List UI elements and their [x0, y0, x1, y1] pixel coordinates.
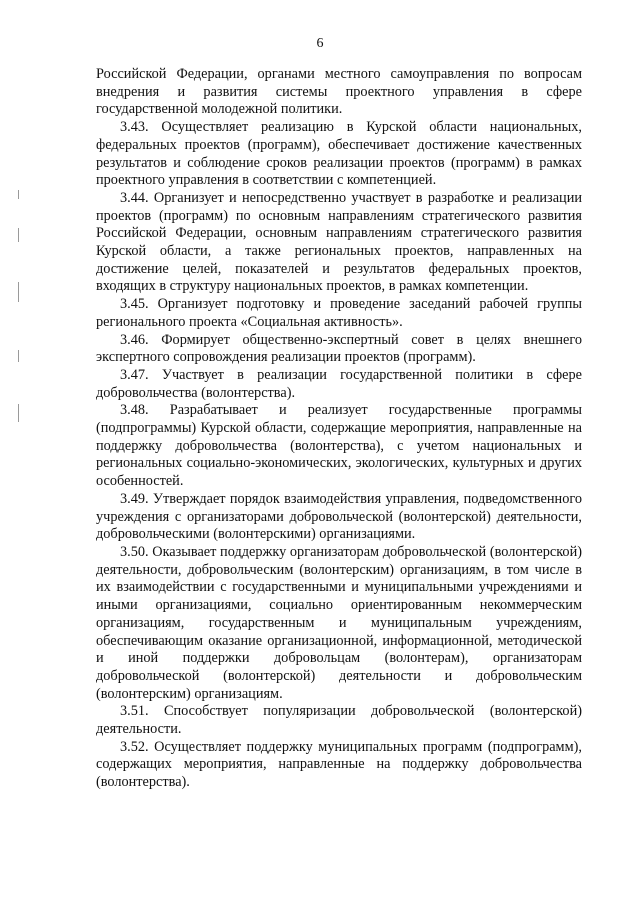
paragraph-3-48: 3.48. Разрабатывает и реализует государственные программы (подпрограммы) Курской области, содержащие мероприятия, направленные на поддержку добровольчества (волонтерства), с учетом национальных и региональных социально-экономических, экологических, культурных и других особенностей.	[96, 402, 582, 490]
page-number: 6	[316, 36, 324, 51]
paragraph-3-49: 3.49. Утверждает порядок взаимодействия управления, подведомственного учреждения с организаторами добровольческой (волонтерской) деятельности, добровольческими (волонтерскими) организациями.	[96, 490, 582, 543]
paragraph-3-44: 3.44. Организует и непосредственно участвует в разработке и реализации проектов (программ) по основным направлениям стратегического развития Российской Федерации, основным направлениям стратегического развития Курской области, а также региональных проектов, направленных на достижение целей, показателей и результатов федеральных проектов, входящих в структуру национальных проектов, в рамках компетенции.	[96, 189, 582, 295]
paragraph-3-45: 3.45. Организует подготовку и проведение заседаний рабочей группы регионального проекта «Социальная активность».	[96, 296, 582, 330]
paragraph-3-51: 3.51. Способствует популяризации добровольческой (волонтерской) деятельности.	[96, 703, 582, 738]
paragraph-3-47: 3.47. Участвует в реализации государственной политики в сфере добровольчества (волонтерства).	[96, 366, 582, 401]
paragraph-3-52: 3.52. Осуществляет поддержку муниципальных программ (подпрограмм), содержащих мероприятия, направленные на поддержку добровольчества (волонтерства).	[96, 738, 582, 791]
document-body	[96, 66, 582, 792]
binding-margin-marks	[18, 190, 21, 430]
paragraph-3-43: 3.43. Осуществляет реализацию в Курской области национальных, федеральных проектов (программ), обеспечивает достижение качественных результатов и соблюдение сроков реализации проектов (программ) в рамках проектного управления в соответствии с компетенцией.	[96, 119, 582, 189]
paragraph-continuation: Российской Федерации, органами местного самоуправления по вопросам внедрения и развития системы проектного управления в сфере государственной молодежной политики.	[96, 66, 582, 118]
paragraph-3-50: 3.50. Оказывает поддержку организаторам добровольческой (волонтерской) деятельности, добровольческим (волонтерским) организациям, в том числе в их взаимодействии с государственными и муниципальными учреждениями и иными организациями, социально ориентированным некоммерческим организациям, государственным и муниципальным учреждениям, обеспечивающим оказание организационной, информационной, методической и иной поддержки добровольцам (волонтерам), организаторам добровольческой (волонтерской) деятельности и добровольческим (волонтерским) организациям.	[96, 543, 582, 702]
paragraph-3-46: 3.46. Формирует общественно-экспертный совет в целях внешнего экспертного сопровождения реализации проектов (программ).	[96, 331, 582, 366]
